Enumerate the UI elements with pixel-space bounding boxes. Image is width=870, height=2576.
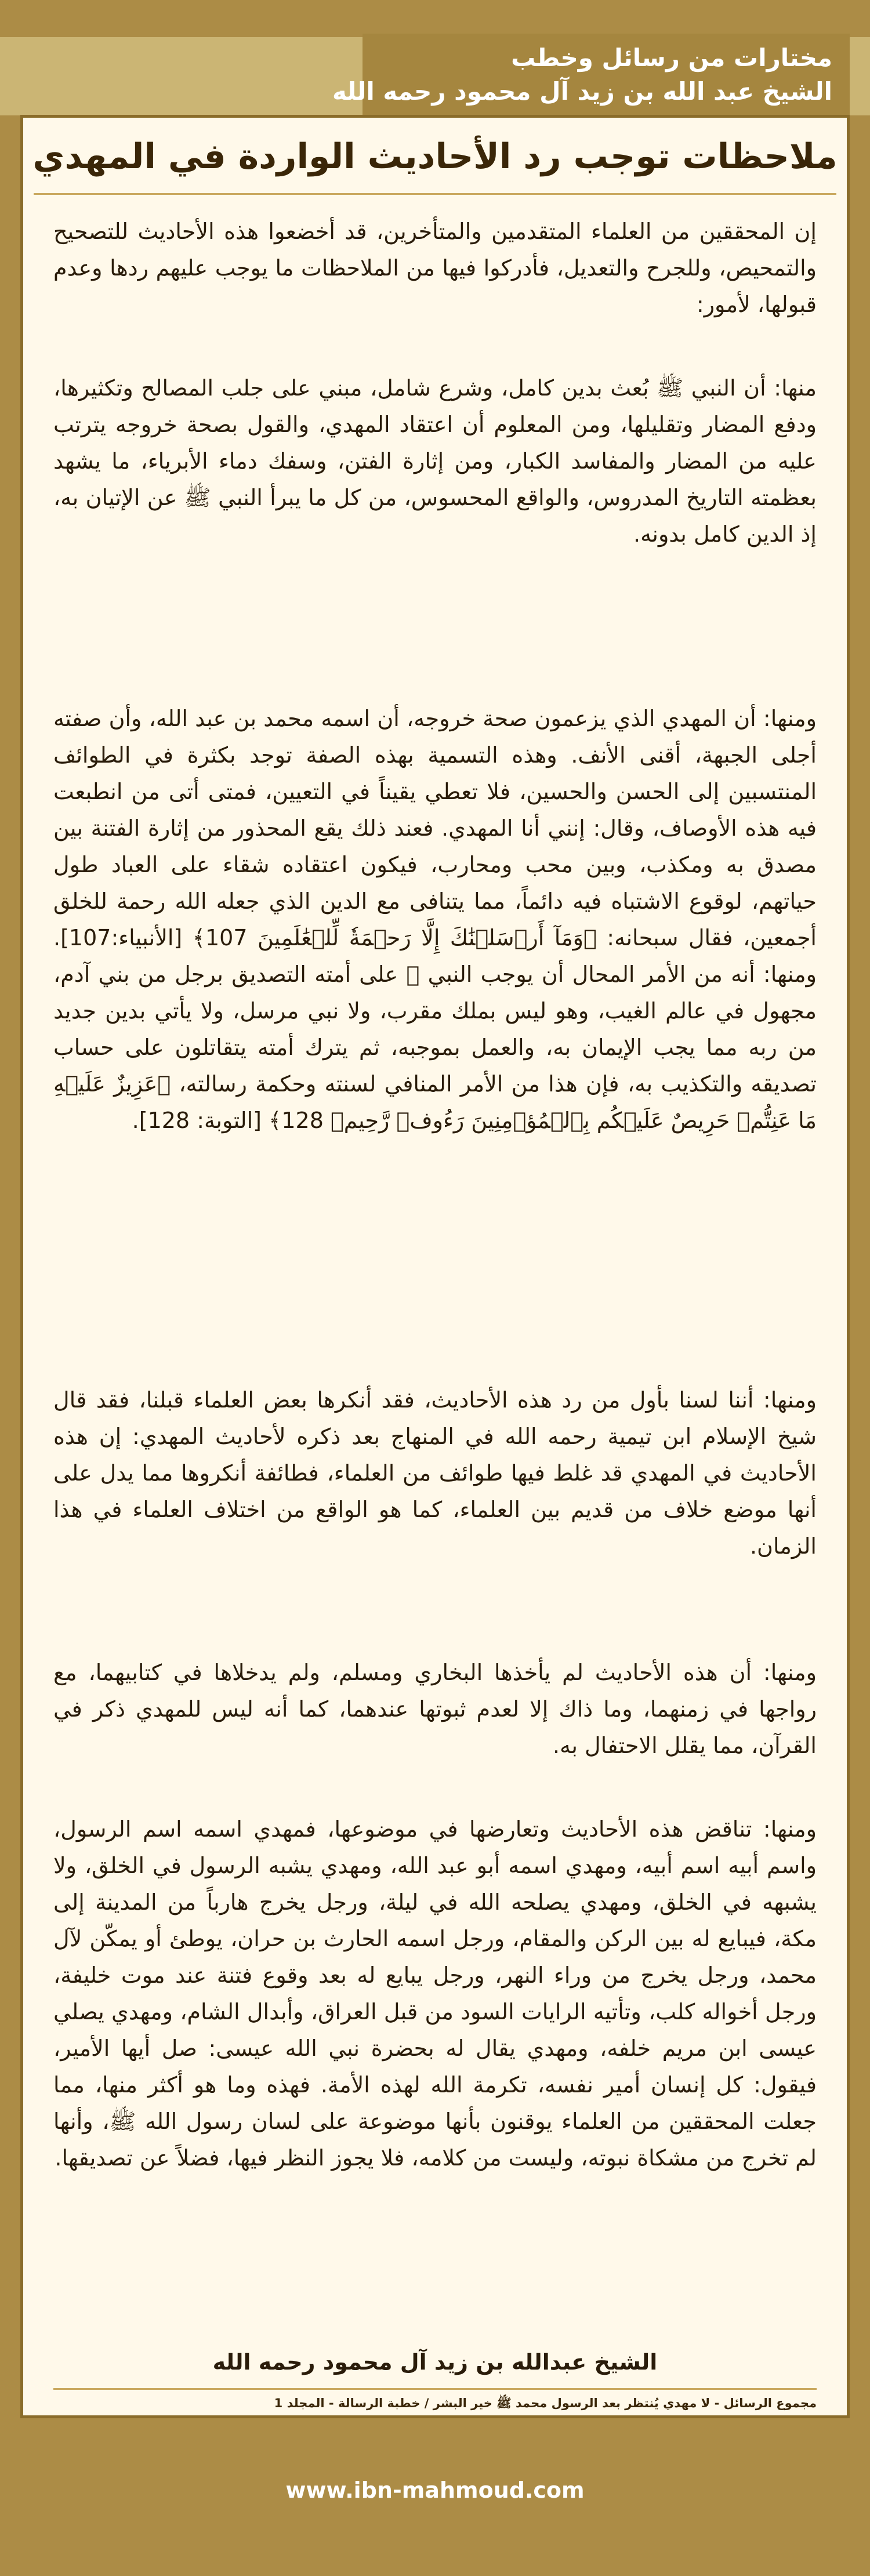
header-box bbox=[332, 34, 850, 116]
signature: الشيخ عبدالله بن زيد آل محمود رحمه الله bbox=[212, 2349, 658, 2375]
paragraph-complete-religion: منها: أن النبي ﷺ بُعث بدين كامل، وشرع شامل، مبني على جلب المصالح وتكثيرها، ودفع المضار وتقليلها، ومن المعلوم أن اعتقاد المهدي، والقول بصحة خروجه يترتب عليه من المضار والمفاسد الكبار، ومن إثارة الفتن، وسفك دماء الأبرياء، ما يشهد بعظمته التاريخ المدروس، والواقع المحسوس، من كل ما يبرأ النبي ﷺ عن الإتيان به، إذ الدين كامل بدونه. bbox=[53, 375, 817, 547]
signature-divider bbox=[53, 2388, 817, 2390]
website-url[interactable]: www.ibn-mahmoud.com bbox=[285, 2477, 585, 2503]
author-name: الشيخ عبد الله بن زيد آل محمود رحمه الله bbox=[332, 77, 832, 106]
article-panel bbox=[20, 115, 850, 2418]
article-title: ملاحظات توجب رد الأحاديث الواردة في المهدي bbox=[32, 136, 838, 177]
paragraph-ibn-taymiyyah: ومنها: أننا لسنا بأول من رد هذه الأحاديث، فقد أنكرها بعض العلماء قبلنا، فقد قال شيخ الإسلام ابن تيمية رحمه الله في المنهاج بعد ذكره لأحاديث المهدي: إن هذه الأحاديث في المهدي قد غلط فيها طوائف من العلماء، فطائفة أنكروها مما يدل على أنها موضع خلاف من قديم بين العلماء، كما هو الواقع من اختلاف العلماء في هذا الزمان. bbox=[53, 1387, 817, 1559]
paragraph-intro: إن المحققين من العلماء المتقدمين والمتأخرين، قد أخضعوا هذه الأحاديث للتصحيح والتمحيص، وللجرح والتعديل، فأدركوا فيها من الملاحظات ما يوجب عليهم ردها وعدم قبولها، لأمور: bbox=[53, 219, 817, 317]
source-citation: مجموع الرسائل - لا مهدي يُنتظر بعد الرسول محمد ﷺ خير البشر / خطبة الرسالة - المجلد 1 bbox=[274, 2396, 817, 2410]
series-title: مختارات من رسائل وخطب bbox=[511, 43, 832, 72]
paragraph-contradictions: ومنها: تناقض هذه الأحاديث وتعارضها في موضوعها، فمهدي اسمه اسم الرسول، واسم أبيه اسم أبيه، ومهدي اسمه أبو عبد الله، ومهدي يشبه الرسول في الخلق، ولا يشبهه في الخلق، ومهدي يصلحه الله في ليلة، ورجل يخرج هارباً من المدينة إلى مكة، فيبايع له بين الركن والمقام، ورجل اسمه الحارث بن حران، يوطئ أو يمكّن لآل محمد، ورجل يخرج من وراء النهر، ورجل يبايع له بعد وقوع فتنة عند موت خليفة، ورجل أخواله كلب، وتأتيه الرايات السود من قبل العراق، وأبدال الشام، ومهدي يصلي عيسى ابن مريم خلفه، ومهدي يقال له بحضرة نبي الله عيسى: صل أيها الأمير، فيقول: كل إنسان أمير نفسه، تكرمة الله لهذه الأمة. فهذه وما هو أكثر منها، مما جعلت المحققين من العلماء يوقنون بأنها موضوعة على لسان رسول الله ﷺ، وأنها لم تخرج من مشكاة نبوته، وليست من كلامه، فلا يجوز النظر فيها، فضلاً عن تصديقها. bbox=[53, 1816, 817, 2171]
paragraph-name-and-description: ومنها: أن المهدي الذي يزعمون صحة خروجه، أن اسمه محمد بن عبد الله، وأن صفته أجلى الجبهة، أقنى الأنف. وهذه التسمية بهذه الصفة توجد بكثرة في الطوائف المنتسبين إلى الحسن والحسين، فلا تعطي يقيناً في التعيين، فمتى أتى من انطبعت فيه هذه الأوصاف، وقال: إنني أنا المهدي. فعند ذلك يقع المحذور من إثارة الفتنة بين مصدق به ومكذب، وبين محب ومحارب، فيكون اعتقاده شقاء على العباد طول حياتهم، لوقوع الاشتباه فيه دائماً، مما يتنافى مع الدين الذي جعله الله رحمة للخلق أجمعين، فقال سبحانه: ﴿وَمَآ أَرۡسَلۡنَٰكَ إِلَّا رَحۡمَةٗ لِّلۡعَٰلَمِينَ 107﴾ [الأنبياء:107]. ومنها: أنه من الأمر المحال أن يوجب النبي ﷺ على أمته التصديق برجل من بني آدم، مجهول في عالم الغيب، وهو ليس بملك مقرب، ولا نبي مرسل، ولا يأتي بدين جديد من ربه مما يجب الإيمان به، والعمل بموجبه، ثم يترك أمته يتقاتلون على حساب تصديقه والتكذيب به، فإن هذا من الأمر المنافي لسنته وحكمة رسالته، ﴿عَزِيزٌ عَلَيۡهِ مَا عَنِتُّمۡ حَرِيصٌ عَلَيۡكُم بِٱلۡمُؤۡمِنِينَ رَءُوفٞ رَّحِيمٞ 128﴾ [التوبة: 128]. bbox=[53, 706, 817, 1133]
paragraph-bukhari-muslim: ومنها: أن هذه الأحاديث لم يأخذها البخاري ومسلم، ولم يدخلاها في كتابيهما، مع رواجها في زمنهما، وما ذاك إلا لعدم ثبوتها عندهما، كما أنه ليس للمهدي ذكر في القرآن، مما يقلل الاحتفال به. bbox=[53, 1660, 817, 1758]
title-divider bbox=[34, 193, 836, 195]
